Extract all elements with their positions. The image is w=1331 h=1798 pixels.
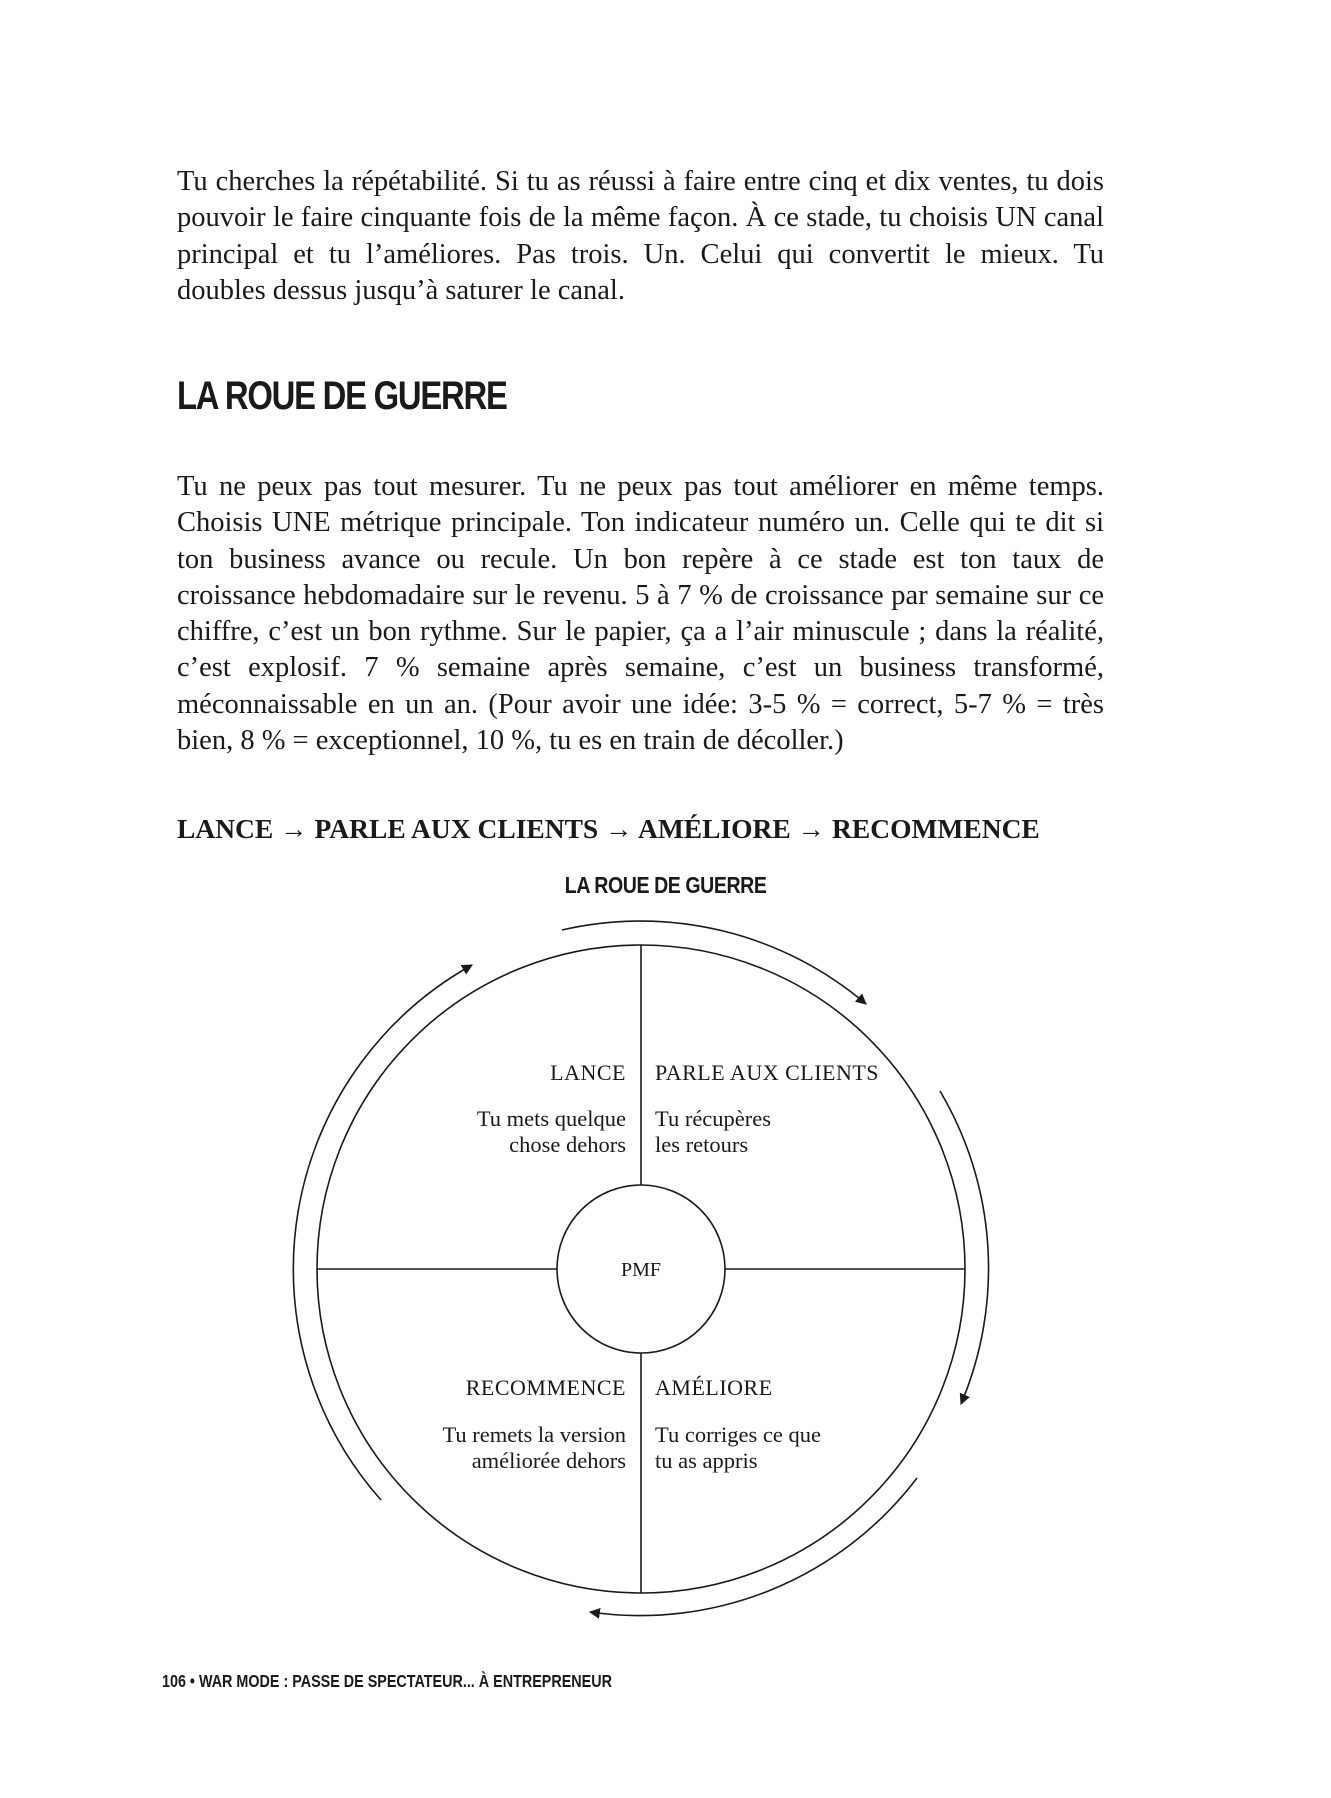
quadrant-label-lance: LANCE xyxy=(550,1060,626,1085)
page-footer: 106 • WAR MODE : PASSE DE SPECTATEUR... À ENTREPRENEUR xyxy=(162,1671,612,1691)
body-paragraph-repeatability: Tu cherches la répétabilité. Si tu as réussi à faire entre cinq et dix ventes, tu dois pouvoir le faire cinquante fois de la même façon. À ce stade, tu choisis UN canal principal et tu l’améliores. Pas trois. Un. Celui qui convertit le mieux. Tu doubles dessus jusqu’à saturer le canal. xyxy=(177,166,1104,306)
quadrant-desc-parle-line1: Tu récupères xyxy=(655,1106,772,1131)
quadrant-desc-lance-line2: chose dehors xyxy=(509,1132,626,1157)
quadrant-desc-recommence-line1: Tu remets la version xyxy=(442,1422,626,1447)
section-heading: LA ROUE DE GUERRE xyxy=(177,374,507,418)
figure-title-text: LA ROUE DE GUERRE xyxy=(564,872,767,898)
quadrant-label-recommence: RECOMMENCE xyxy=(465,1375,626,1400)
quadrant-label-parle-aux-clients: PARLE AUX CLIENTS xyxy=(655,1060,880,1085)
cycle-arrow-bottom xyxy=(590,1478,917,1616)
quadrant-desc-ameliore-line1: Tu corriges ce que xyxy=(655,1422,822,1447)
quadrant-desc-parle-line2: les retours xyxy=(655,1132,749,1157)
cycle-arrow-top xyxy=(562,921,866,1004)
cycle-arrow-left xyxy=(293,965,472,1500)
body-paragraph-metric: Tu ne peux pas tout mesurer. Tu ne peux pas tout améliorer en même temps. Choisis UNE métrique principale. Ton indicateur numéro un. Celle qui te dit si ton business avance ou recule. Un bon repère à ce stade est ton taux de croissance hebdomadaire sur le revenu. 5 à 7 % de croissance par semaine sur ce chiffre, c’est un bon rythme. Sur le papier, ça a l’air minuscule ; dans la réalité, c’est explosif. 7 % semaine après semaine, c’est un business transformé, méconnaissable en un an. (Pour avoir une idée: 3-5 % = correct, 5-7 % = très bien, 8 % = exceptionnel, 10 %, tu es en train de décoller.) xyxy=(177,471,1104,757)
cycle-sequence-line: LANCE → PARLE AUX CLIENTS → AMÉLIORE → RECOMMENCE xyxy=(177,813,1040,844)
hub-label: PMF xyxy=(620,1259,662,1281)
quadrant-desc-recommence-line2: améliorée dehors xyxy=(471,1448,626,1473)
quadrant-label-ameliore: AMÉLIORE xyxy=(655,1375,773,1400)
quadrant-desc-lance-line1: Tu mets quelque xyxy=(476,1106,626,1131)
quadrant-desc-ameliore-line2: tu as appris xyxy=(655,1448,758,1473)
